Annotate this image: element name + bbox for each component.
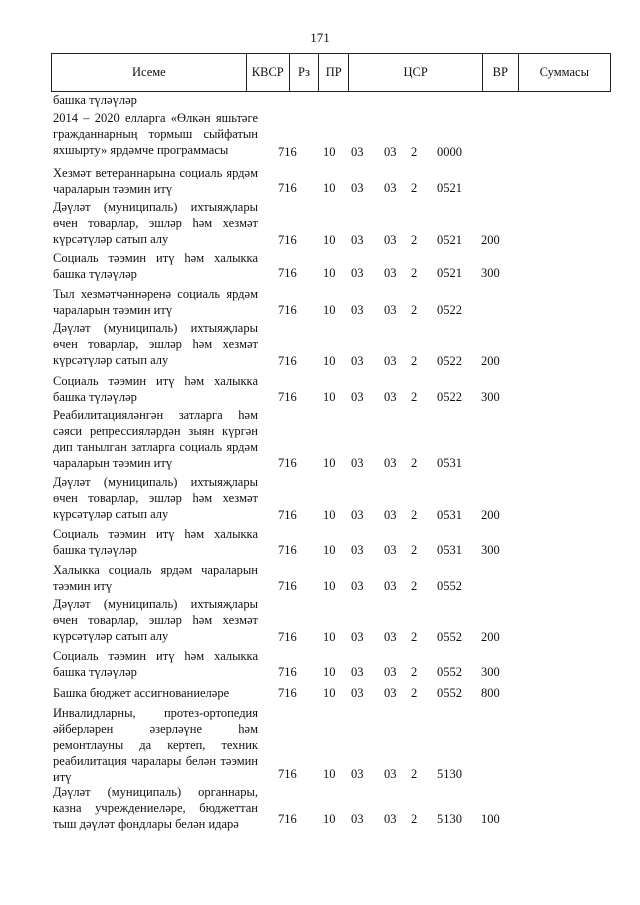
row-kvsr-cell: 716 xyxy=(278,508,297,522)
header-pr: ПР xyxy=(319,54,349,91)
row-kvsr-cell: 716 xyxy=(278,812,297,826)
row-c3-cell: 5130 xyxy=(437,812,462,826)
row-kvsr-cell: 716 xyxy=(278,579,297,593)
row-c1-cell: 03 xyxy=(384,767,397,781)
header-kvsr: КВСР xyxy=(247,54,290,91)
row-rz-cell: 10 xyxy=(323,686,336,700)
row-c3-cell: 0552 xyxy=(437,665,462,679)
row-c3-cell: 0521 xyxy=(437,266,462,280)
row-name: Башка бюджет ассигнованиеләре xyxy=(53,686,230,700)
row-vr-cell: 200 xyxy=(481,508,500,522)
row-pr-cell: 03 xyxy=(351,145,364,159)
row-c2-cell: 2 xyxy=(411,233,418,247)
row-rz-cell: 10 xyxy=(323,303,336,317)
row-kvsr-cell: 716 xyxy=(278,456,297,470)
row-vr-cell: 200 xyxy=(481,630,500,644)
continuation-text: башка түләүләр xyxy=(53,93,137,107)
row-rz-cell: 10 xyxy=(323,233,336,247)
row-kvsr-cell: 716 xyxy=(278,767,297,781)
header-rz: Рз xyxy=(290,54,319,91)
row-vr-cell: 300 xyxy=(481,543,500,557)
row-c3-cell: 0552 xyxy=(437,630,462,644)
row-pr-cell: 03 xyxy=(351,665,364,679)
row-rz-cell: 10 xyxy=(323,665,336,679)
row-c1-cell: 03 xyxy=(384,579,397,593)
row-c1-cell: 03 xyxy=(384,508,397,522)
header-sum: Суммасы xyxy=(539,65,589,79)
row-pr-cell: 03 xyxy=(351,354,364,368)
row-kvsr-cell: 716 xyxy=(278,665,297,679)
row-c2-cell: 2 xyxy=(411,390,418,404)
row-c1-cell: 03 xyxy=(384,390,397,404)
row-rz-cell: 10 xyxy=(323,508,336,522)
row-c2-cell: 2 xyxy=(411,303,418,317)
row-kvsr-cell: 716 xyxy=(278,303,297,317)
row-c1-cell: 03 xyxy=(384,543,397,557)
row-name: Социаль тәэмин итү һәм халыкка башка түләүләр xyxy=(53,374,258,404)
row-vr-cell: 800 xyxy=(481,686,500,700)
row-vr-cell: 300 xyxy=(481,266,500,280)
row-rz-cell: 10 xyxy=(323,812,336,826)
row-name: 2014 – 2020 елларга «Өлкән яшьтәге гражданнарның тормыш сыйфатын яхшырту» ярдәмче программасы xyxy=(53,111,258,157)
row-c3-cell: 0521 xyxy=(437,181,462,195)
row-c3-cell: 0522 xyxy=(437,303,462,317)
row-c2-cell: 2 xyxy=(411,686,418,700)
row-c3-cell: 0522 xyxy=(437,354,462,368)
row-name: Дәүләт (муниципаль) ихтыяҗлары өчен товарлар, эшләр һәм хезмәт күрсәтүләр сатып алу xyxy=(53,321,258,367)
row-pr-cell: 03 xyxy=(351,508,364,522)
row-c2-cell: 2 xyxy=(411,812,418,826)
row-c2-cell: 2 xyxy=(411,181,418,195)
row-c1-cell: 03 xyxy=(384,233,397,247)
row-name: Дәүләт (муниципаль) ихтыяҗлары өчен товарлар, эшләр һәм хезмәт күрсәтүләр сатып алу xyxy=(53,200,258,246)
row-kvsr-cell: 716 xyxy=(278,543,297,557)
row-pr-cell: 03 xyxy=(351,181,364,195)
row-pr-cell: 03 xyxy=(351,543,364,557)
row-c3-cell: 0531 xyxy=(437,456,462,470)
row-pr-cell: 03 xyxy=(351,767,364,781)
row-c3-cell: 0531 xyxy=(437,508,462,522)
row-name: Инвалидларны, протез-ортопедия әйберләрен әзерләүне һәм ремонтлауны да кертеп, техник реабилитация чаралары белән тәэмин итү xyxy=(53,706,258,784)
row-c2-cell: 2 xyxy=(411,456,418,470)
row-c1-cell: 03 xyxy=(384,456,397,470)
row-c1-cell: 03 xyxy=(384,145,397,159)
row-name: Тыл хезмәтчәннәренә социаль ярдәм чараларын тәэмин итү xyxy=(53,287,258,317)
row-kvsr-cell: 716 xyxy=(278,266,297,280)
row-pr-cell: 03 xyxy=(351,812,364,826)
row-name: Социаль тәэмин итү һәм халыкка башка түләүләр xyxy=(53,649,258,679)
row-c2-cell: 2 xyxy=(411,767,418,781)
row-c3-cell: 0522 xyxy=(437,390,462,404)
row-name: Хезмәт ветераннарына социаль ярдәм чараларын тәэмин итү xyxy=(53,166,258,196)
row-pr-cell: 03 xyxy=(351,630,364,644)
row-pr-cell: 03 xyxy=(351,456,364,470)
row-pr-cell: 03 xyxy=(351,303,364,317)
row-c1-cell: 03 xyxy=(384,181,397,195)
row-name: Социаль тәэмин итү һәм халыкка башка түләүләр xyxy=(53,527,258,557)
row-name: Реабилитацияләнгән затларга һәм сәяси репрессияләрдән зыян күргән дип танылган затларга социаль ярдәм чараларын тәэмин итү xyxy=(53,408,258,470)
row-kvsr-cell: 716 xyxy=(278,390,297,404)
row-c1-cell: 03 xyxy=(384,686,397,700)
row-c3-cell: 0521 xyxy=(437,233,462,247)
row-c3-cell: 0552 xyxy=(437,686,462,700)
row-kvsr-cell: 716 xyxy=(278,630,297,644)
row-vr-cell: 200 xyxy=(481,354,500,368)
row-c1-cell: 03 xyxy=(384,812,397,826)
row-rz-cell: 10 xyxy=(323,767,336,781)
row-c2-cell: 2 xyxy=(411,630,418,644)
header-csr: ЦСР xyxy=(349,54,483,91)
row-name: Дәүләт (муниципаль) органнары, казна учреждениеләре, бюджеттан тыш дәүләт фондлары белән идарә xyxy=(53,785,258,831)
row-name: Социаль тәэмин итү һәм халыкка башка түләүләр xyxy=(53,251,258,281)
row-pr-cell: 03 xyxy=(351,686,364,700)
row-kvsr-cell: 716 xyxy=(278,686,297,700)
row-c1-cell: 03 xyxy=(384,303,397,317)
row-rz-cell: 10 xyxy=(323,630,336,644)
row-kvsr-cell: 716 xyxy=(278,181,297,195)
row-c2-cell: 2 xyxy=(411,354,418,368)
row-c1-cell: 03 xyxy=(384,266,397,280)
row-kvsr-cell: 716 xyxy=(278,145,297,159)
row-pr-cell: 03 xyxy=(351,266,364,280)
row-pr-cell: 03 xyxy=(351,579,364,593)
row-rz-cell: 10 xyxy=(323,145,336,159)
row-kvsr-cell: 716 xyxy=(278,233,297,247)
row-c2-cell: 2 xyxy=(411,266,418,280)
row-rz-cell: 10 xyxy=(323,266,336,280)
row-rz-cell: 10 xyxy=(323,390,336,404)
row-vr-cell: 300 xyxy=(481,665,500,679)
row-pr-cell: 03 xyxy=(351,233,364,247)
row-c1-cell: 03 xyxy=(384,630,397,644)
row-c2-cell: 2 xyxy=(411,543,418,557)
row-vr-cell: 200 xyxy=(481,233,500,247)
row-rz-cell: 10 xyxy=(323,456,336,470)
table-header xyxy=(51,53,611,92)
row-c3-cell: 0531 xyxy=(437,543,462,557)
row-c1-cell: 03 xyxy=(384,665,397,679)
row-rz-cell: 10 xyxy=(323,181,336,195)
row-rz-cell: 10 xyxy=(323,354,336,368)
row-name: Дәүләт (муниципаль) ихтыяҗлары өчен товарлар, эшләр һәм хезмәт күрсәтүләр сатып алу xyxy=(53,475,258,521)
row-rz-cell: 10 xyxy=(323,579,336,593)
row-name: Халыкка социаль ярдәм чараларын тәэмин итү xyxy=(53,563,258,593)
row-vr-cell: 100 xyxy=(481,812,500,826)
row-vr-cell: 300 xyxy=(481,390,500,404)
row-kvsr-cell: 716 xyxy=(278,354,297,368)
header-vr: ВР xyxy=(483,54,519,91)
header-name: Исеме xyxy=(52,54,247,91)
page-number: 171 xyxy=(310,30,330,45)
row-c2-cell: 2 xyxy=(411,579,418,593)
row-pr-cell: 03 xyxy=(351,390,364,404)
row-c3-cell: 0000 xyxy=(437,145,462,159)
row-c2-cell: 2 xyxy=(411,665,418,679)
row-c1-cell: 03 xyxy=(384,354,397,368)
row-name: Дәүләт (муниципаль) ихтыяҗлары өчен товарлар, эшләр һәм хезмәт күрсәтүләр сатып алу xyxy=(53,597,258,643)
row-c3-cell: 0552 xyxy=(437,579,462,593)
row-c3-cell: 5130 xyxy=(437,767,462,781)
row-rz-cell: 10 xyxy=(323,543,336,557)
row-c2-cell: 2 xyxy=(411,145,418,159)
row-c2-cell: 2 xyxy=(411,508,418,522)
